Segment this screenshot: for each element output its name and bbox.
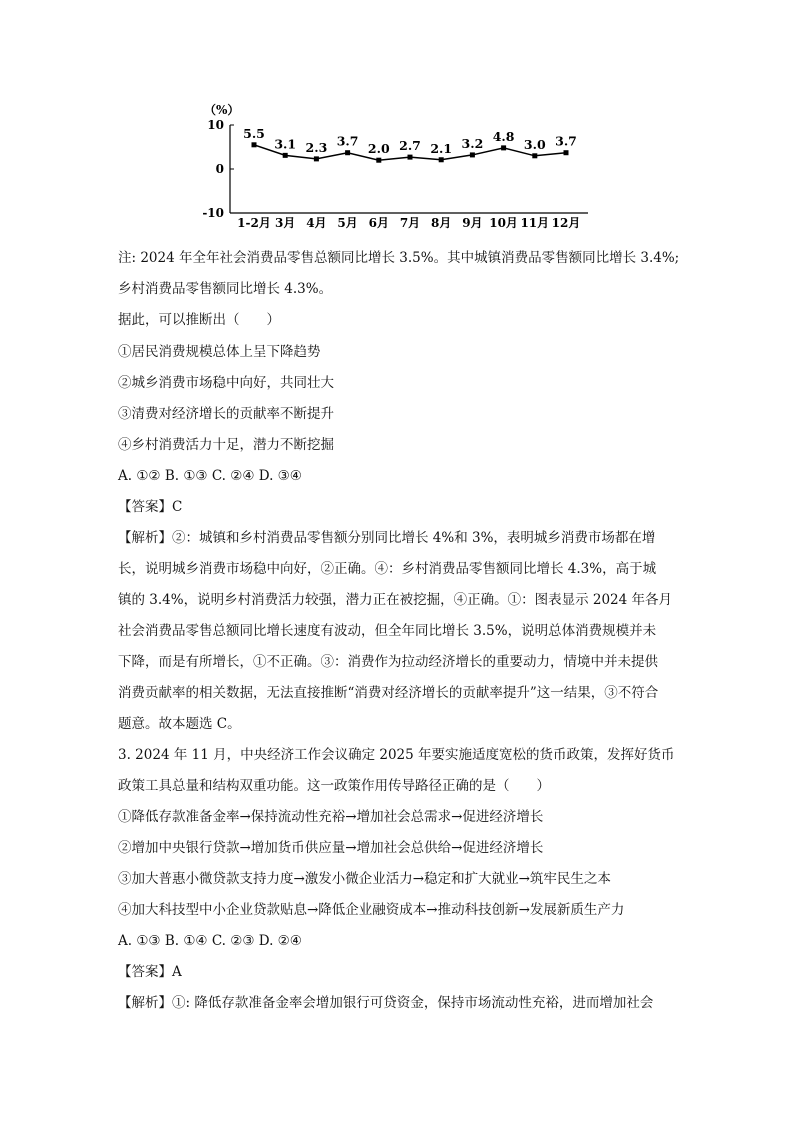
q3-explanation-line-1: 【解析】①: 降低存款准备金率会增加银行可贷资金，保持市场流动性充裕，进而增加社会 — [118, 995, 654, 1011]
data-point — [345, 150, 350, 155]
x-tick-label: 6月 — [368, 216, 389, 230]
data-label: 3.7 — [555, 133, 577, 149]
q2-explanation-line-1: 【解析】②：城镇和乡村消费品零售额分别同比增长 4%和 3%，表明城乡消费市场都在增 — [118, 530, 656, 546]
data-label: 3.7 — [336, 133, 359, 149]
x-tick-label: 7月 — [399, 216, 421, 230]
chart-note-line-1: 注: 2024 年全年社会消费品零售总额同比增长 3.5%。其中城镇消费品零售额同比增长 3.4%; — [118, 250, 680, 266]
q3-option-3: ③加大普惠小微贷款支持力度→激发小微企业活力→稳定和扩大就业→筑牢民生之本 — [118, 871, 611, 887]
q2-explanation-line-3: 镇的 3.4%，说明乡村消费活力较强，潜力正在被挖掘，④正确。①：图表显示 2024 年各月 — [118, 592, 673, 608]
q2-explanation-line-2: 长，说明城乡消费市场稳中向好，②正确。④：乡村消费品零售额同比增长 4.3%，高于城 — [118, 561, 657, 577]
data-point — [439, 157, 444, 162]
x-tick-label: 1-2月 — [237, 216, 271, 230]
q3-stem-line-2: 政策工具总量和结构双重功能。这一政策作用传导路径正确的是（ ） — [118, 778, 550, 794]
x-tick-label: 5月 — [337, 216, 358, 230]
data-point — [564, 150, 569, 155]
data-point — [470, 152, 475, 157]
data-point — [501, 145, 506, 150]
data-point — [314, 156, 319, 161]
q2-option-3: ③清费对经济增长的贡献率不断提升 — [118, 406, 334, 422]
q2-explanation-line-6: 消费贡献率的相关数据，无法直接推断“消费对经济增长的贡献率提升”这一结果，③不符合 — [118, 685, 659, 701]
q2-answer: 【答案】C — [118, 499, 183, 515]
data-point — [408, 155, 413, 160]
q2-explanation-line-4: 社会消费品零售总额同比增长速度有波动，但全年同比增长 3.5%，说明总体消费规模并未 — [118, 623, 657, 639]
data-label: 3.2 — [461, 135, 484, 151]
q2-stem: 据此，可以推断出（ ） — [118, 312, 280, 328]
q2-option-4: ④乡村消费活力十足，潜力不断挖掘 — [118, 437, 334, 453]
y-axis-unit-label: （%） — [204, 103, 240, 117]
y-tick-label: 10 — [207, 118, 224, 132]
data-label: 2.0 — [367, 141, 390, 157]
data-point — [283, 153, 288, 158]
q2-explanation-line-5: 下降，而是有所增长，①不正确。③：消费作为拉动经济增长的重要动力，情境中并未提供 — [118, 654, 658, 670]
x-tick-label: 9月 — [462, 216, 483, 230]
q3-stem-line-1: 3. 2024 年 11 月，中央经济工作会议确定 2025 年要实施适度宽松的货币政策，发挥好货币 — [118, 747, 675, 763]
q3-option-2: ②增加中央银行贷款→增加货币供应量→增加社会总供给→促进经济增长 — [118, 840, 544, 856]
data-label: 3.0 — [523, 136, 546, 152]
x-tick-label: 3月 — [275, 216, 296, 230]
x-tick-label: 10月 — [489, 216, 518, 230]
data-point — [252, 142, 257, 147]
q3-answer: 【答案】A — [118, 964, 182, 980]
y-tick-label: -10 — [202, 206, 224, 220]
data-label: 3.1 — [274, 136, 297, 152]
x-tick-label: 4月 — [306, 216, 327, 230]
q3-option-4: ④加大科技型中小企业贷款贴息→降低企业融资成本→推动科技创新→发展新质生产力 — [118, 902, 625, 918]
x-tick-label: 8月 — [431, 216, 452, 230]
data-label: 2.1 — [430, 140, 453, 156]
q2-explanation-line-7: 题意。故本题选 C。 — [118, 716, 241, 732]
y-tick-label: 0 — [215, 162, 224, 176]
data-label: 2.3 — [305, 139, 328, 155]
data-label: 2.7 — [399, 138, 421, 154]
q2-option-1: ①居民消费规模总体上呈下降趋势 — [118, 344, 321, 360]
data-point — [532, 153, 537, 158]
q2-choices: A. ①② B. ①③ C. ②④ D. ③④ — [118, 468, 302, 484]
chart-note-line-2: 乡村消费品零售额同比增长 4.3%。 — [118, 281, 333, 297]
q3-option-1: ①降低存款准备金率→保持流动性充裕→增加社会总需求→促进经济增长 — [118, 809, 544, 825]
x-tick-label: 11月 — [520, 216, 550, 230]
data-label: 5.5 — [243, 125, 265, 141]
q3-choices: A. ①③ B. ①④ C. ②③ D. ②④ — [118, 933, 302, 949]
data-label: 4.8 — [492, 128, 515, 144]
q2-option-2: ②城乡消费市场稳中向好，共同壮大 — [118, 375, 334, 391]
data-point — [376, 158, 381, 163]
retail-sales-growth-chart — [190, 95, 610, 230]
x-tick-label: 12月 — [551, 216, 581, 230]
